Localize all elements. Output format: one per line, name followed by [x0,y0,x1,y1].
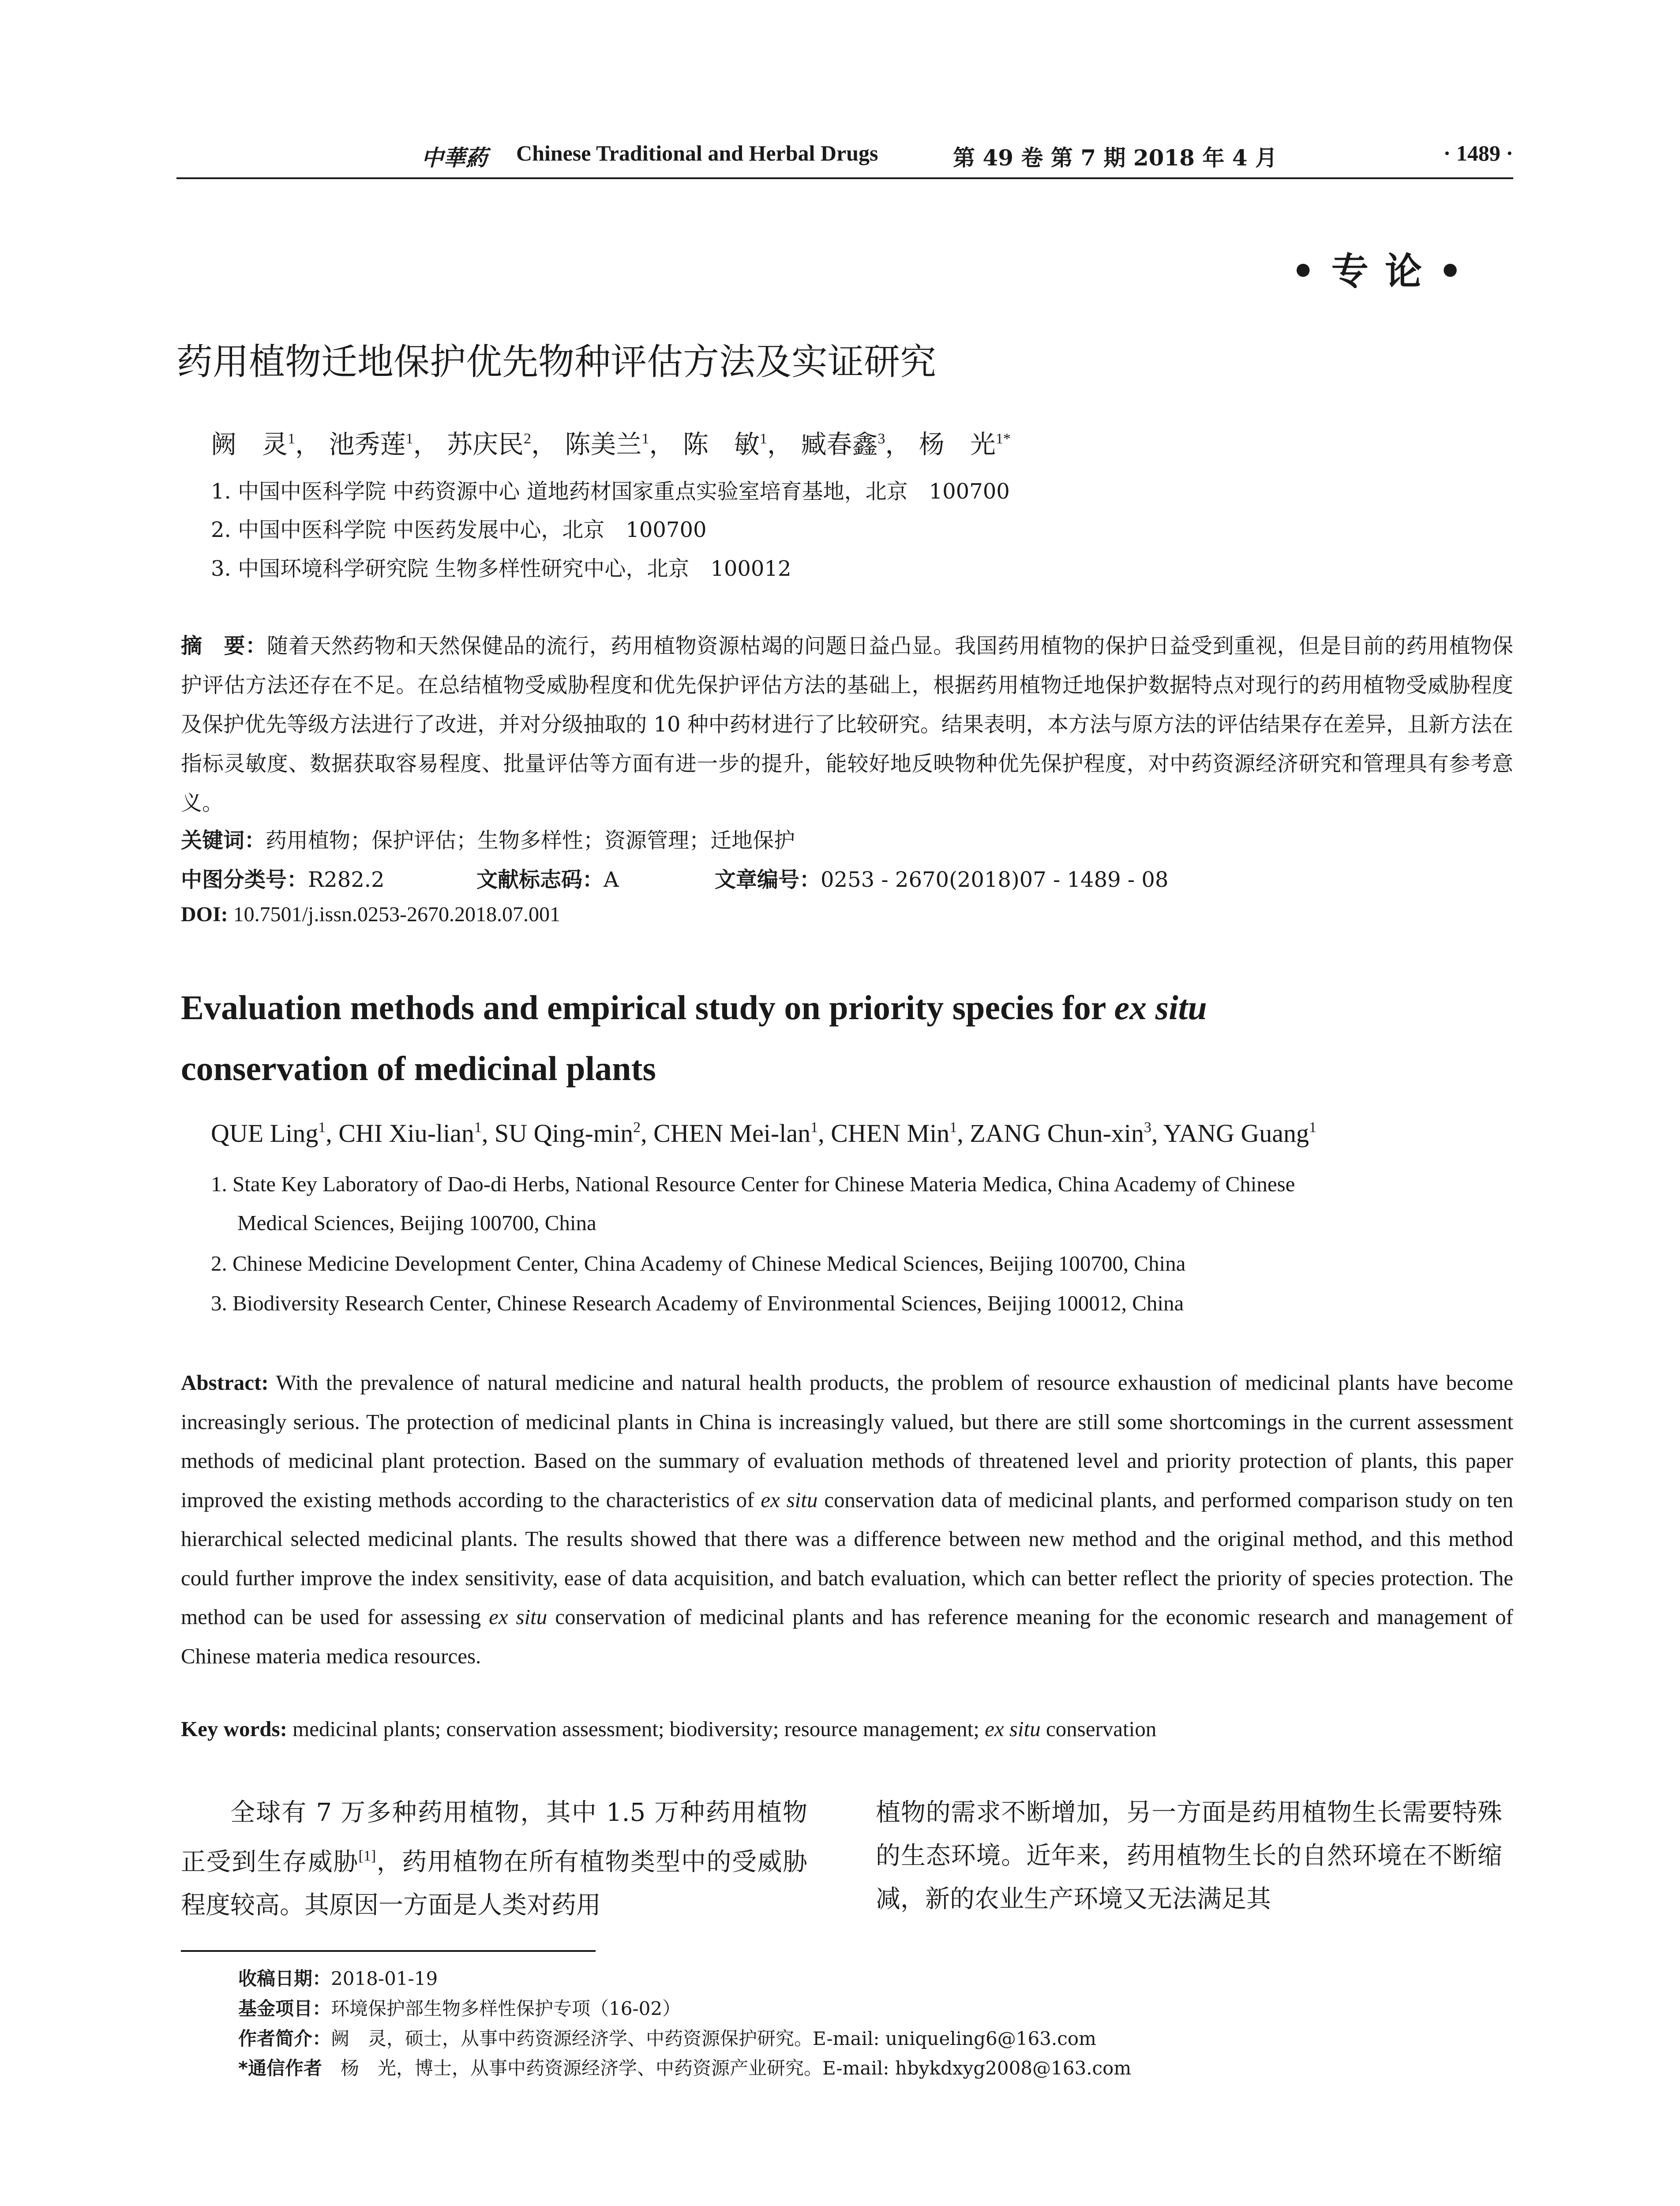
footnote-author-bio [238,2024,1096,2051]
author-name: 苏庆民 [446,429,524,459]
author-affiliation-sup: 3 [1144,1119,1151,1136]
keywords-text: conservation [1040,1717,1157,1741]
author-separator: ， [885,429,911,459]
author-affiliation-sup: 1 [759,431,767,447]
article-no-value: 0253 - 2670(2018)07 - 1489 - 08 [821,867,1169,892]
chinese-title: 药用植物迁地保护优先物种评估方法及实证研究 [176,341,937,383]
footnote-label: 收稿日期： [238,1968,331,1989]
title-text: Evaluation methods and empirical study on priority species for [181,988,1114,1027]
author-affiliation-sup: 1 [405,431,413,447]
footnote-label: 基金项目： [238,1998,331,2019]
keywords-label: 关键词： [181,828,266,853]
author-name: ZANG Chun-xin [970,1119,1144,1148]
body-text: ，药用植物在所有植物类型中的受威胁程度较高。其原因一方面是人类对药用 [181,1848,808,1920]
footnote-text: 环境保护部生物多样性保护专项（16-02） [331,1998,681,2019]
author-name: 池秀莲 [329,429,406,459]
chinese-abstract [181,627,1513,823]
section-label: • 专 论 • [1291,249,1464,293]
abstract-italic: ex situ [489,1605,548,1629]
author-name: CHEN Mei-lan [653,1119,811,1148]
affiliation-line: 1. State Key Laboratory of Dao-di Herbs, National Resource Center for Chinese Materia Medica, China Academy of Chinese [211,1172,1295,1196]
footnote-label: *通信作者 [238,2057,322,2079]
doi-value: 10.7501/j.issn.0253-2670.2018.07.001 [233,903,561,926]
author-name: SU Qing-min [494,1119,634,1148]
doc-code-value: A [604,867,619,892]
abstract-text: conservation data of medicinal plants, and performed comparison study on ten hierarchical selected medicinal plants. The results showed that there was a difference between new method and the original method, and this method could further improve the index sensitivity, ease of data acquisition, and batch evaluation, which can better reflect the priority of species protection. The method can be used for assessing [181,1487,1513,1629]
document-code [476,863,619,893]
footnote-text: 杨 光，博士，从事中药资源经济学、中药资源产业研究。E-mail: hbykdxyg2008@163.com [322,2057,1132,2079]
journal-logo: 中華葯 [421,145,488,171]
author-affiliation-sup: 3 [878,431,885,447]
footnote-received [238,1964,438,1991]
chinese-affiliation: 3. 中国环境科学研究院 生物多样性研究中心，北京 100012 [211,556,791,581]
author-separator: , [481,1119,495,1148]
abstract-text: 随着天然药物和天然保健品的流行，药用植物资源枯竭的问题日益凸显。我国药用植物的保护日益受到重视，但是目前的药用植物保护评估方法还存在不足。在总结植物受威胁程度和优先保护评估方法的基础上，根据药用植物迁地保护数据特点对现行的药用植物受威胁程度及保护优先等级方法进行了改进，并对分级抽取的 10 种中药材进行了比较研究。结果表明，本方法与原方法的评估结果存在差异，且新方法在指标灵敏度、数据获取容易程度、批量评估等方面有进一步的提升，能较好地反映物种优先保护程度，对中药资源经济研究和管理具有参考意义。 [181,634,1513,815]
article-number [715,863,1168,893]
abstract-text: With the prevalence of natural medicine and natural health products, the problem of resource exhaustion of medicinal plants have become increasingly serious. The protection of medicinal plants in China is increasingly valued, but there are still some shortcomings in the current assessment methods of medicinal plant protection. Based on the summary of evaluation methods of threatened level and priority protection of plants, this paper improved the existing methods according to the characteristics of [181,1370,1513,1512]
author-name: 阙 灵 [211,429,288,459]
author-affiliation-sup: 1 [474,1119,482,1136]
author-separator: ， [767,429,793,459]
doc-code-label: 文献标志码： [476,867,604,892]
author-affiliation-sup: 1 [641,431,649,447]
volume-issue: 第 49 卷 第 7 期 2018 年 4 月 [953,145,1277,171]
author-affiliation-sup: 1 [949,1119,957,1136]
author-name: QUE Ling [211,1119,319,1148]
page-number: · 1489 · [1443,141,1513,165]
english-affiliation [211,1165,1512,1242]
body-text: 全球有 7 万多种药用植物，其中 1.5 万种药用植物正受到生存威胁 [181,1798,807,1876]
author-separator: , [818,1119,831,1148]
footnote-text: 2018-01-19 [331,1968,438,1989]
author-separator: ， [413,429,439,459]
english-affiliation: 3. Biodiversity Research Center, Chinese Research Academy of Environmental Sciences, Beijing 100012, China [211,1291,1184,1315]
footnote-fund [238,1994,681,2021]
author-affiliation-sup: 2 [523,431,531,447]
author-affiliation-sup: 1 [318,1119,326,1136]
english-keywords [181,1716,1156,1741]
author-affiliation-sup: 1 [1309,1119,1316,1136]
footnote-text: 阙 灵，硕士，从事中药资源经济学、中药资源保护研究。E-mail: uniqueling6@163.com [331,2028,1096,2049]
author-separator: , [957,1119,970,1148]
footnote-label: 作者简介： [238,2028,331,2049]
author-separator: , [326,1119,339,1148]
chinese-affiliation: 2. 中国中医科学院 中医药发展中心，北京 100700 [211,518,707,542]
classification-line [181,863,1513,893]
footnote-rule [181,1950,596,1952]
abstract-label: 摘 要： [181,634,267,658]
author-separator: , [641,1119,654,1148]
author-separator: ， [531,429,557,459]
author-affiliation-sup: 1* [995,431,1011,447]
author-name: 陈美兰 [565,429,642,459]
chinese-affiliation: 1. 中国中医科学院 中药资源中心 道地药材国家重点实验室培育基地，北京 100700 [211,479,1010,504]
citation-ref[interactable]: [1] [358,1848,376,1864]
abstract-italic: ex situ [761,1487,818,1512]
clc-value: R282.2 [308,867,385,892]
english-abstract [181,1363,1513,1676]
abstract-text: conservation of medicinal plants and has reference meaning for the economic research and management of Chinese materia medica resources. [181,1605,1514,1668]
author-affiliation-sup: 2 [633,1119,641,1136]
article-no-label: 文章编号： [715,867,821,892]
author-name: CHI Xiu-lian [338,1119,474,1148]
english-author-list [211,1118,1316,1148]
doi-label: DOI: [181,903,228,926]
affiliation-line: Medical Sciences, Beijing 100700, China [237,1211,596,1235]
body-column-left [181,1791,807,1927]
english-title [181,977,1487,1099]
doi-line [181,902,560,927]
keywords-label: Key words: [181,1717,287,1741]
clc-label: 中图分类号： [181,867,308,892]
author-separator: ， [295,429,321,459]
body-column-right: 植物的需求不断增加，另一方面是药用植物生长需要特殊的生态环境。近年来，药用植物生长的自然环境在不断缩减，新的农业生产环境又无法满足其 [876,1798,1502,1913]
english-affiliation: 2. Chinese Medicine Development Center, China Academy of Chinese Medical Sciences, Beijing 100700, China [211,1251,1186,1276]
author-affiliation-sup: 1 [810,1119,818,1136]
author-name: 陈 敏 [682,429,760,459]
clc-number [181,863,385,893]
header-rule [176,177,1513,179]
keywords-text: 药用植物；保护评估；生物多样性；资源管理；迁地保护 [266,828,795,853]
author-affiliation-sup: 1 [288,431,296,447]
chinese-keywords [181,823,795,854]
keywords-text: medicinal plants; conservation assessment; biodiversity; resource management; [287,1717,985,1741]
abstract-label: Abstract: [181,1370,269,1395]
author-name: 臧春鑫 [801,429,878,459]
running-header [176,140,1513,176]
author-separator: ， [649,429,675,459]
keywords-italic: ex situ [985,1717,1041,1741]
journal-name: Chinese Traditional and Herbal Drugs [516,141,878,165]
title-text: conservation of medicinal plants [181,1049,656,1088]
author-name: 杨 光 [919,429,996,459]
author-name: YANG Guang [1163,1119,1309,1148]
author-separator: , [1151,1119,1163,1148]
author-name: CHEN Min [831,1119,950,1148]
footnote-corresponding [238,2054,1131,2080]
title-italic: ex situ [1114,988,1207,1027]
chinese-author-list [211,424,1011,461]
